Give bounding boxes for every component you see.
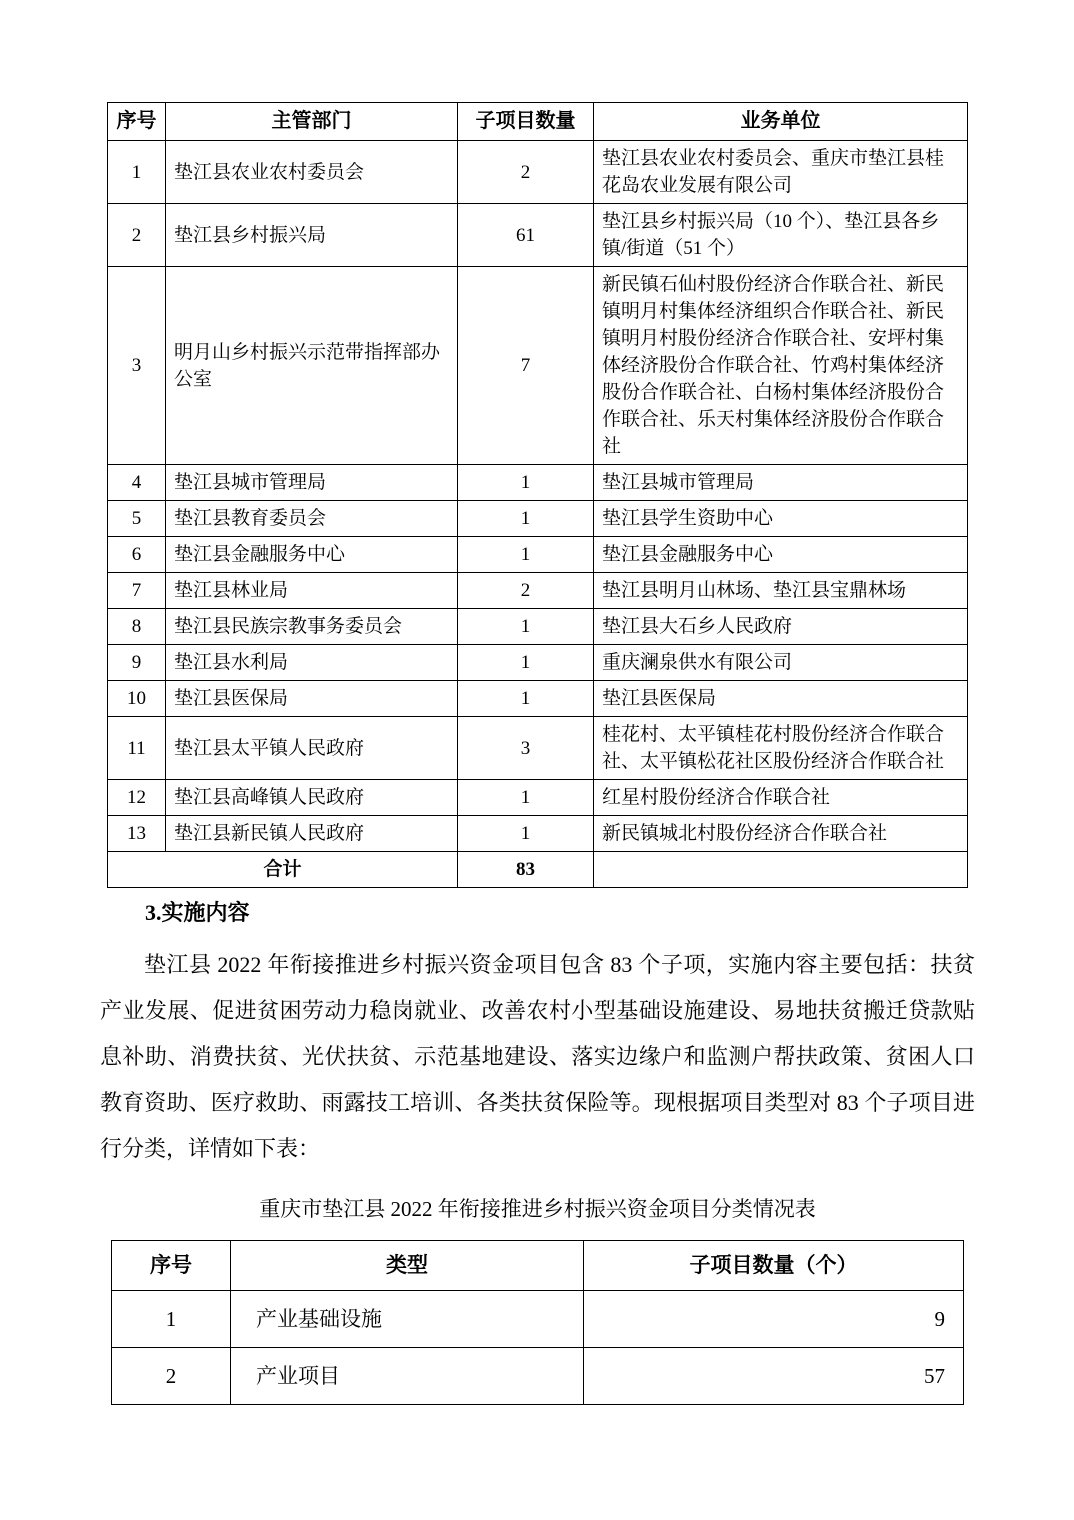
total-label-cell: 合计 <box>108 852 458 888</box>
row-number-cell: 9 <box>108 645 166 681</box>
type-cell: 产业项目 <box>231 1348 584 1405</box>
business-unit-cell: 新民镇石仙村股份经济合作联合社、新民镇明月村集体经济组织合作联合社、新民镇明月村股份经济合作联合社、安坪村集体经济股份合作联合社、竹鸡村集体经济股份合作联合社、白杨村集体经济股份合作联合社、乐天村集体经济股份合作联合社 <box>594 267 968 465</box>
row-number-cell: 6 <box>108 537 166 573</box>
table1-header-row <box>108 103 968 141</box>
row-number-cell: 11 <box>108 717 166 780</box>
subproject-count-cell: 1 <box>458 645 594 681</box>
department-cell: 明月山乡村振兴示范带指挥部办公室 <box>166 267 458 465</box>
table-row <box>108 645 968 681</box>
subproject-count-cell: 1 <box>458 537 594 573</box>
row-number-cell: 8 <box>108 609 166 645</box>
department-cell: 垫江县民族宗教事务委员会 <box>166 609 458 645</box>
table2-title: 重庆市垫江县 2022 年衔接推进乡村振兴资金项目分类情况表 <box>259 1197 816 1221</box>
business-unit-cell: 垫江县医保局 <box>594 681 968 717</box>
table-row <box>108 267 968 465</box>
subproject-count-cell: 1 <box>458 609 594 645</box>
supervising-department-table <box>107 102 968 888</box>
table-row <box>108 465 968 501</box>
column-header-subproject-count: 子项目数量 <box>458 103 594 141</box>
business-unit-cell: 垫江县乡村振兴局（10 个）、垫江县各乡镇/街道（51 个） <box>594 204 968 267</box>
row-number-cell: 10 <box>108 681 166 717</box>
table-row <box>108 573 968 609</box>
subproject-count-cell: 1 <box>458 465 594 501</box>
department-cell: 垫江县医保局 <box>166 681 458 717</box>
table-row <box>108 681 968 717</box>
department-cell: 垫江县农业农村委员会 <box>166 141 458 204</box>
project-category-table <box>111 1240 964 1405</box>
row-number-cell: 1 <box>112 1291 231 1348</box>
table-row <box>108 141 968 204</box>
column-header-type: 类型 <box>231 1241 584 1291</box>
business-unit-cell: 红星村股份经济合作联合社 <box>594 780 968 816</box>
table-row <box>112 1348 964 1405</box>
table-row <box>108 780 968 816</box>
count-cell: 57 <box>584 1348 964 1405</box>
column-header-number: 序号 <box>112 1241 231 1291</box>
table-row <box>108 816 968 852</box>
subproject-count-cell: 1 <box>458 501 594 537</box>
business-unit-cell: 新民镇城北村股份经济合作联合社 <box>594 816 968 852</box>
subproject-count-cell: 61 <box>458 204 594 267</box>
department-cell: 垫江县高峰镇人民政府 <box>166 780 458 816</box>
subproject-count-cell: 7 <box>458 267 594 465</box>
table-row <box>108 204 968 267</box>
table-row <box>108 537 968 573</box>
department-cell: 垫江县乡村振兴局 <box>166 204 458 267</box>
section-heading: 3.实施内容 <box>145 900 250 925</box>
row-number-cell: 4 <box>108 465 166 501</box>
department-cell: 垫江县水利局 <box>166 645 458 681</box>
column-header-number: 序号 <box>108 103 166 141</box>
business-unit-cell: 垫江县城市管理局 <box>594 465 968 501</box>
subproject-count-cell: 1 <box>458 816 594 852</box>
subproject-count-cell: 2 <box>458 141 594 204</box>
table-row <box>112 1291 964 1348</box>
row-number-cell: 7 <box>108 573 166 609</box>
row-number-cell: 5 <box>108 501 166 537</box>
column-header-subproject-count: 子项目数量（个） <box>584 1241 964 1291</box>
implementation-paragraph: 垫江县 2022 年衔接推进乡村振兴资金项目包含 83 个子项，实施内容主要包括：扶贫产业发展、促进贫困劳动力稳岗就业、改善农村小型基础设施建设、易地扶贫搬迁贷款贴息补助、消费扶贫、光伏扶贫、示范基地建设、落实边缘户和监测户帮扶政策、贫困人口教育资助、医疗救助、雨露技工培训、各类扶贫保险等。现根据项目类型对 83 个子项目进行分类，详情如下表： <box>100 952 975 1161</box>
row-number-cell: 1 <box>108 141 166 204</box>
department-cell: 垫江县林业局 <box>166 573 458 609</box>
business-unit-cell: 垫江县明月山林场、垫江县宝鼎林场 <box>594 573 968 609</box>
table-row <box>108 609 968 645</box>
business-unit-cell: 垫江县金融服务中心 <box>594 537 968 573</box>
column-header-business-unit: 业务单位 <box>594 103 968 141</box>
total-unit-cell <box>594 852 968 888</box>
business-unit-cell: 垫江县农业农村委员会、重庆市垫江县桂花岛农业发展有限公司 <box>594 141 968 204</box>
total-count-cell: 83 <box>458 852 594 888</box>
department-cell: 垫江县城市管理局 <box>166 465 458 501</box>
department-cell: 垫江县新民镇人民政府 <box>166 816 458 852</box>
row-number-cell: 2 <box>112 1348 231 1405</box>
subproject-count-cell: 1 <box>458 681 594 717</box>
table2-header-row <box>112 1241 964 1291</box>
row-number-cell: 12 <box>108 780 166 816</box>
subproject-count-cell: 3 <box>458 717 594 780</box>
row-number-cell: 3 <box>108 267 166 465</box>
table-row <box>108 501 968 537</box>
row-number-cell: 2 <box>108 204 166 267</box>
department-cell: 垫江县金融服务中心 <box>166 537 458 573</box>
count-cell: 9 <box>584 1291 964 1348</box>
row-number-cell: 13 <box>108 816 166 852</box>
business-unit-cell: 垫江县大石乡人民政府 <box>594 609 968 645</box>
table-row <box>108 717 968 780</box>
department-cell: 垫江县太平镇人民政府 <box>166 717 458 780</box>
total-row <box>108 852 968 888</box>
type-cell: 产业基础设施 <box>231 1291 584 1348</box>
department-cell: 垫江县教育委员会 <box>166 501 458 537</box>
business-unit-cell: 桂花村、太平镇桂花村股份经济合作联合社、太平镇松花社区股份经济合作联合社 <box>594 717 968 780</box>
business-unit-cell: 垫江县学生资助中心 <box>594 501 968 537</box>
column-header-department: 主管部门 <box>166 103 458 141</box>
subproject-count-cell: 1 <box>458 780 594 816</box>
business-unit-cell: 重庆澜泉供水有限公司 <box>594 645 968 681</box>
subproject-count-cell: 2 <box>458 573 594 609</box>
